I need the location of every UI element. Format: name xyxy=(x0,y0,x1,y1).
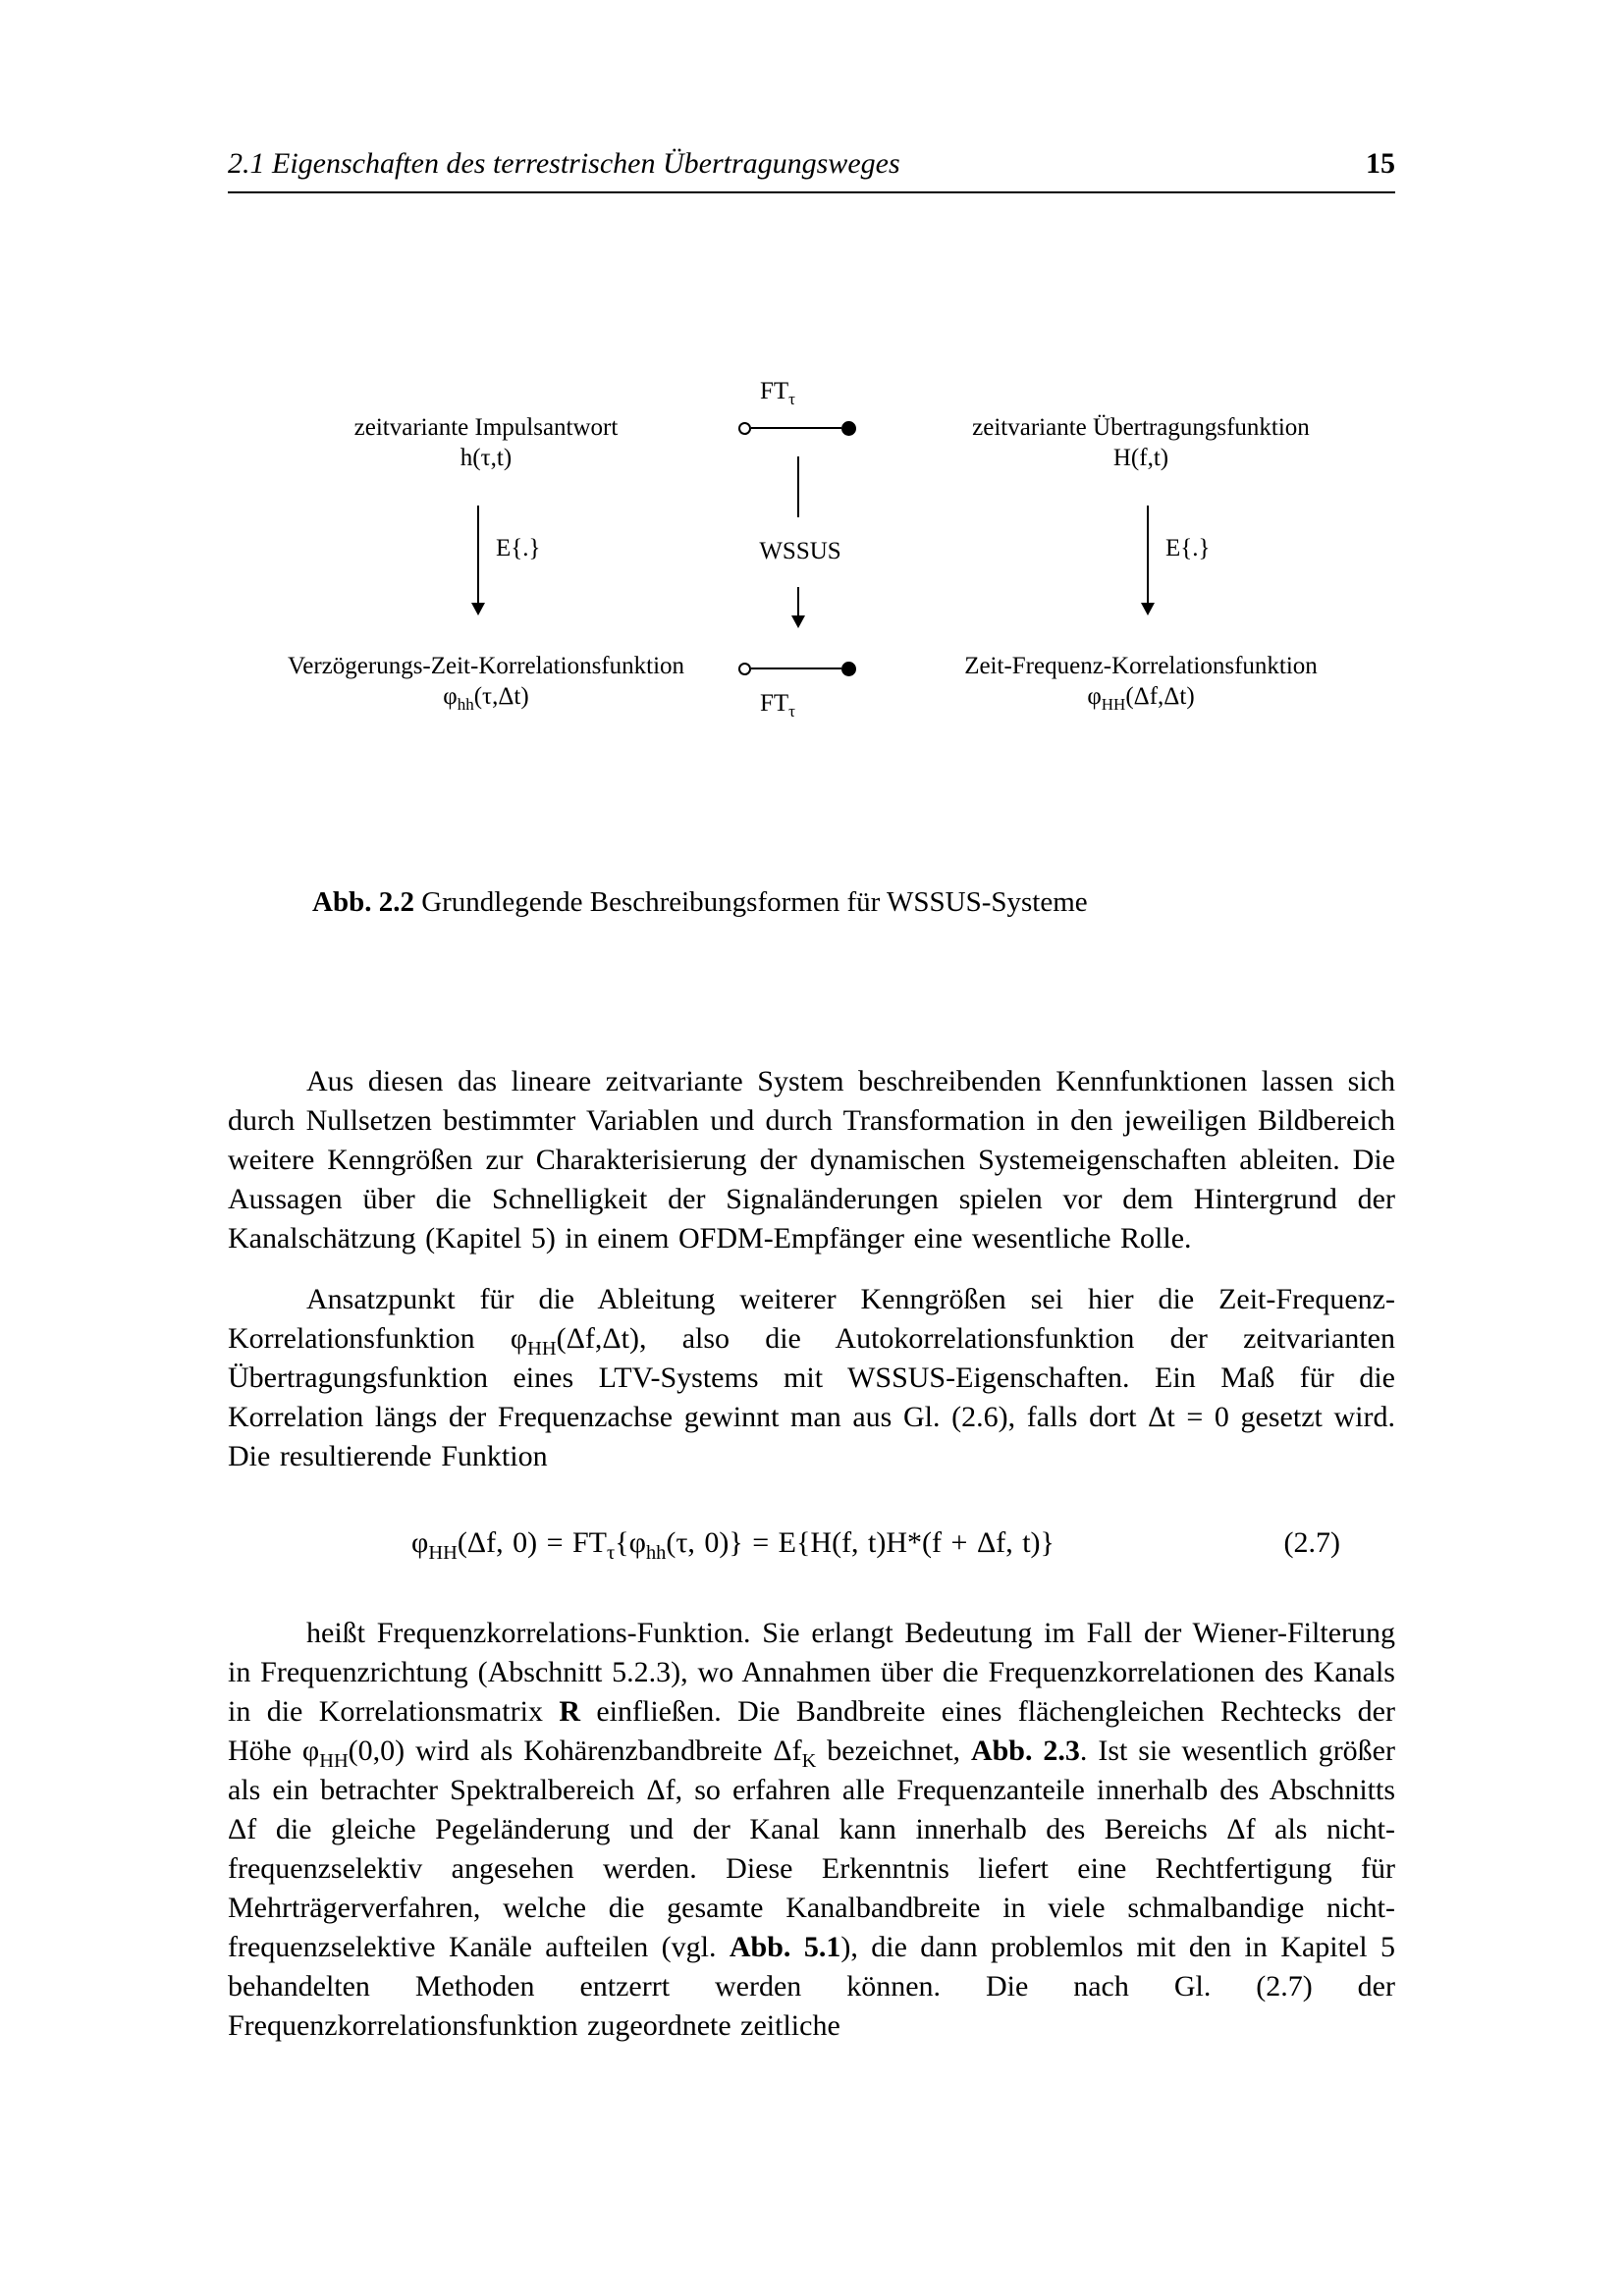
expectation-arrow-left xyxy=(477,506,479,604)
node-title: zeitvariante Impulsantwort xyxy=(353,414,619,441)
node-symbol: h(τ,t) xyxy=(460,445,513,471)
node-delay-time-correlation xyxy=(260,651,712,712)
filled-dot-icon xyxy=(841,421,856,436)
fourier-transform-label-top: $FT_\tau$ xyxy=(759,378,796,408)
expectation-label-left: E{.} xyxy=(496,535,541,561)
body-text xyxy=(228,1062,1395,2046)
running-header xyxy=(228,147,1395,193)
filled-dot-icon xyxy=(841,662,856,676)
page-number: 15 xyxy=(1366,147,1395,180)
expectation-arrow-right xyxy=(1147,506,1149,604)
wssus-label: WSSUS xyxy=(759,538,841,564)
node-title: Zeit-Frequenz-Korrelationsfunktion xyxy=(964,653,1318,679)
node-impulse-response xyxy=(309,412,663,473)
open-circle-icon xyxy=(738,663,751,675)
section-title: 2.1 Eigenschaften des terrestrischen Übertragungsweges xyxy=(228,147,900,180)
fourier-transform-symbol-top xyxy=(738,420,856,436)
node-time-frequency-correlation xyxy=(935,651,1347,712)
paragraph-1: Aus diesen das lineare zeitvariante System beschreibenden Kennfunktionen lassen sich durch Nullsetzen bestimmter Variablen und durch Transformation in den jeweiligen Bildbereich weitere Kenngrößen zur Charakterisierung der dynamischen Systemeigenschaften ableiten. Die Aussagen über die Schnelligkeit der Signaländerungen spielen vor dem Hintergrund der Kanalschätzung (Kapitel 5) in einem OFDM-Empfänger eine wesentliche Rolle. xyxy=(228,1065,1395,1255)
fourier-transform-symbol-bottom xyxy=(738,661,856,676)
wssus-arrow xyxy=(797,587,799,616)
paragraph-2: Ansatzpunkt für die Ableitung weiterer Kenngrößen sei hier die Zeit-Frequenz-Korrelationsfunktion $\varphi_{HH}(\Delta f,\Delta t)$, also die Autokorrelationsfunktion der zeitvarianten Übertragungsfunktion eines LTV-Systems mit WSSUS-Eigenschaften. Ein Maß für die Korrelation längs der Frequenzachse gewinnt man aus Gl. (2.6), falls dort Δt = 0 gesetzt wird. Die resultierende Funktion xyxy=(228,1283,1395,1472)
node-symbol: $\varphi_{HH}(\Delta f,\Delta t)$ xyxy=(1087,683,1195,714)
node-symbol: $\varphi_{hh}(\tau,\Delta t)$ xyxy=(443,683,529,714)
open-circle-icon xyxy=(738,422,751,435)
transform-line xyxy=(751,427,841,429)
paragraph-3: heißt Frequenzkorrelations-Funktion. Sie erlangt Bedeutung im Fall der Wiener-Filterung in Frequenzrichtung (Abschnitt 5.2.3), wo Annahmen über die Frequenzkorrelationen des Kanals in die Korrelationsmatrix R einfließen. Die Bandbreite eines flächengleichen Rechtecks der Höhe $\varphi_{HH}(0,0)$ wird als Kohärenzbandbreite $\Delta f_K$ bezeichnet, Abb. 2.3. Ist sie wesentlich größer als ein betrachter Spektralbereich Δf, so erfahren alle Frequenzanteile innerhalb des Abschnitts Δf die gleiche Pegeländerung und der Kanal kann innerhalb des Bereichs Δf als nicht-frequenzselektiv angesehen werden. Diese Erkenntnis liefert eine Rechtfertigung für Mehrträgerverfahren, welche die gesamte Kanalbandbreite in viele schmalbandige nicht-frequenzselektive Kanäle aufteilen (vgl. Abb. 5.1), die dann problemlos mit den in Kapitel 5 behandelten Methoden entzerrt werden können. Die nach Gl. (2.7) der Frequenzkorrelationsfunktion zugeordnete zeitliche xyxy=(228,1617,1395,2042)
equation-2-7 xyxy=(228,1523,1395,1563)
node-title: zeitvariante Übertragungsfunktion xyxy=(972,414,1310,441)
expectation-label-right: E{.} xyxy=(1165,535,1211,561)
fourier-transform-label-bottom: $FT_\tau$ xyxy=(759,690,796,721)
transform-line xyxy=(751,667,841,669)
wssus-connector-top xyxy=(797,456,799,517)
equation-body: $\varphi_{HH}(\Delta f$, $0) = FT_\tau\{\varphi_{hh}(\tau$, 0)} = E{H(f, t)H*(f + Δf, t)} xyxy=(411,1526,1055,1564)
wssus-diagram xyxy=(228,363,1395,746)
header-rule xyxy=(228,191,1395,193)
node-symbol: H(f,t) xyxy=(1112,445,1169,471)
node-transfer-function xyxy=(935,412,1347,473)
node-title: Verzögerungs-Zeit-Korrelationsfunktion xyxy=(287,653,685,679)
equation-number: (2.7) xyxy=(1283,1526,1340,1559)
figure-caption: Abb. 2.2 Grundlegende Beschreibungsformen für WSSUS-Systeme xyxy=(312,886,1088,918)
